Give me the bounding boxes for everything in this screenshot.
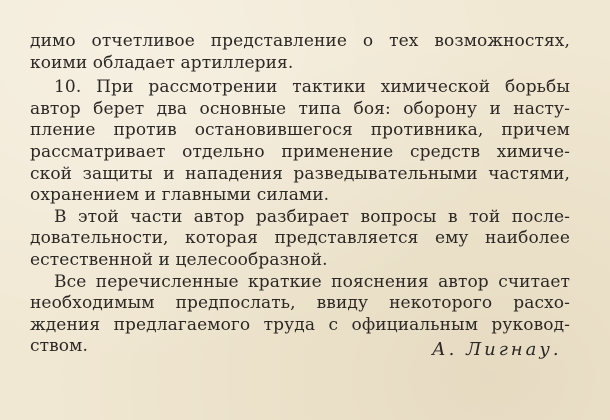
text-line: автор берет два основные типа боя: оборону и насту- [30,98,570,119]
text-line: коими обладает артиллерия. [30,52,294,73]
text-line: естественной и целесообразной. [30,249,328,270]
text-line: ждения предлагаемого труда с официальным руковод- [30,314,570,335]
text-line: рассматривает отдельно применение средств химиче- [30,141,570,162]
text-line: необходимым предпослать, ввиду некоторого расхо- [30,293,570,314]
text-line: димо отчетливое представление о тех возможностях, [30,31,570,51]
text-line: довательности, которая представляется ему наиболее [30,228,570,249]
text-line: пление против остановившегося противника, причем [30,120,570,141]
text-line: 10. При рассмотрении тактики химической борьбы [54,77,570,98]
text-line: В этой части автор разбирает вопросы в той после- [54,206,570,227]
text-line: ством. [30,336,88,357]
text-line: охранением и главными силами. [30,185,330,206]
text-line: ской защиты и нападения разведывательными частями, [30,163,570,184]
body-text [30,31,570,358]
author-signature: А. Лигнау. [432,339,562,360]
text-line: Все перечисленные краткие пояснения автор считает [54,271,570,292]
